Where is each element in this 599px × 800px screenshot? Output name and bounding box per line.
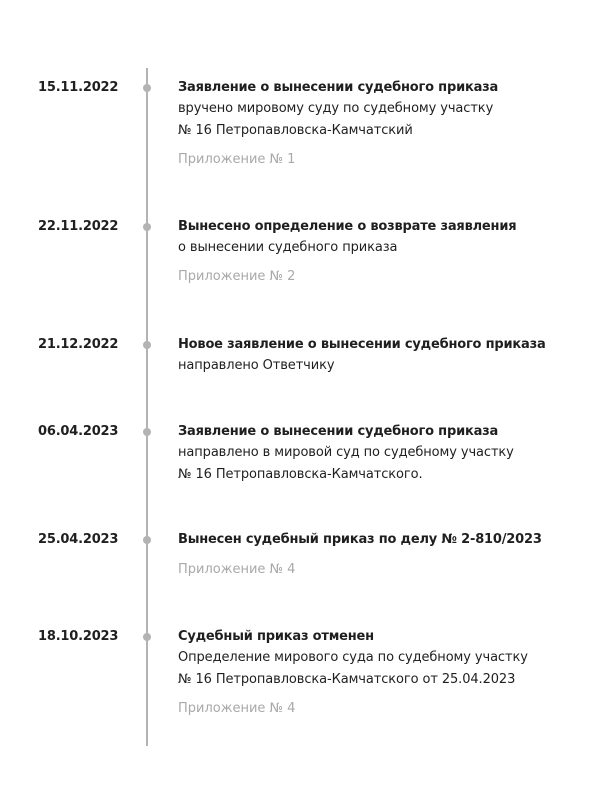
event-description-line: направлено Ответчику	[178, 358, 335, 373]
timeline-dot	[143, 428, 151, 436]
event-description-line: Определение мирового суда по судебному участку	[178, 650, 528, 665]
event-description-line: о вынесении судебного приказа	[178, 240, 398, 255]
timeline-dot	[143, 341, 151, 349]
event-date: 18.10.2023	[38, 629, 119, 644]
attachment-link[interactable]: Приложение № 4	[178, 562, 296, 577]
event-description-line: № 16 Петропавловска-Камчатского от 25.04.2023	[178, 672, 516, 687]
event-date: 22.11.2022	[38, 219, 119, 234]
event-content	[178, 78, 588, 170]
timeline-dot	[143, 223, 151, 231]
event-content	[178, 627, 588, 719]
event-content	[178, 422, 588, 486]
event-title: Заявление о вынесении судебного приказа	[178, 424, 499, 439]
timeline-dot	[143, 633, 151, 641]
attachment-link[interactable]: Приложение № 1	[178, 152, 296, 167]
event-title: Вынесено определение о возврате заявления	[178, 219, 517, 234]
event-title: Заявление о вынесении судебного приказа	[178, 80, 499, 95]
event-description-line: вручено мировому суду по судебному участку	[178, 101, 494, 116]
timeline-rail	[146, 68, 148, 746]
attachment-link[interactable]: Приложение № 2	[178, 269, 296, 284]
event-title: Судебный приказ отменен	[178, 629, 374, 644]
event-date: 25.04.2023	[38, 532, 119, 547]
event-date: 06.04.2023	[38, 424, 119, 439]
event-description-line: № 16 Петропавловска-Камчатского.	[178, 467, 423, 482]
timeline-dot	[143, 84, 151, 92]
event-content	[178, 335, 588, 377]
timeline-dot	[143, 536, 151, 544]
event-description-line: направлено в мировой суд по судебному участку	[178, 445, 514, 460]
event-date: 21.12.2022	[38, 337, 119, 352]
event-title: Новое заявление о вынесении судебного приказа	[178, 337, 546, 352]
attachment-link[interactable]: Приложение № 4	[178, 701, 296, 716]
event-content	[178, 217, 588, 287]
event-date: 15.11.2022	[38, 80, 119, 95]
event-content	[178, 530, 588, 580]
event-description-line: № 16 Петропавловска-Камчатский	[178, 123, 413, 138]
event-title: Вынесен судебный приказ по делу № 2-810/2023	[178, 532, 542, 547]
